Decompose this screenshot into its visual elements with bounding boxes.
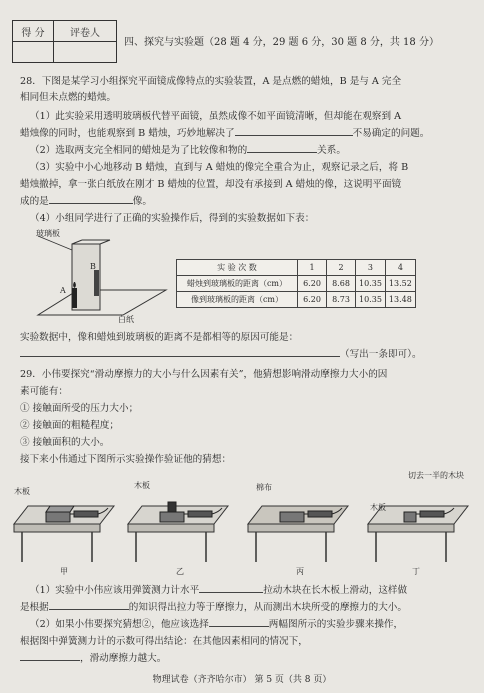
grader-label: 评卷人 [54, 21, 117, 42]
table-col: 3 [356, 260, 386, 276]
q29-p2b: 两幅图所示的实验步骤来操作， [268, 619, 404, 630]
figure-d-apparatus [368, 506, 468, 562]
fig-d-surface-label: 木板 [370, 503, 386, 512]
q28-conclusion [20, 348, 422, 362]
q29-p1a: （1）实验中小伟应该用弹簧测力计水平 [30, 585, 200, 596]
figure-b-apparatus [128, 502, 228, 562]
table-cell: 8.68 [327, 276, 356, 292]
fig-a-surface-label: 木板 [14, 487, 30, 496]
q29-p2a: （2）如果小伟要探究猜想②，他应该选择 [30, 619, 209, 630]
q28-p4: （4）小组同学进行了正确的实验操作后，得到的实验数据如下表： [30, 213, 315, 224]
q29-blank-1[interactable] [199, 592, 263, 593]
table-cell: 10.35 [356, 276, 386, 292]
q28-blank-2[interactable] [247, 152, 317, 153]
q29-guess-2: ② 接触面的粗糙程度； [20, 420, 119, 431]
q28-blank-1[interactable] [235, 135, 353, 136]
figure-c-apparatus [248, 506, 348, 562]
table-cell: 6.20 [298, 276, 327, 292]
candle-a-shape [72, 288, 77, 308]
q28-line1: 28．下图是某学习小组探究平面镜成像特点的实验装置，A 是点燃的蜡烛，B 是与 A 完全 [20, 76, 402, 87]
q28-p2a: （2）选取两支完全相同的蜡烛是为了比较像和物的 [30, 145, 248, 156]
q29-blank-2[interactable] [49, 609, 129, 610]
table-col: 4 [385, 260, 415, 276]
q29-p1b: 拉动木块在长木板上滑动，这样做 [263, 585, 408, 596]
table-col: 2 [327, 260, 356, 276]
q29-line2: 素可能有： [20, 386, 68, 397]
white-paper-label: 白纸 [118, 315, 134, 324]
q29-p1-cont [20, 601, 407, 615]
glass-plate-label: 玻璃板 [36, 229, 60, 238]
q28-p1b: 蜡烛像的同时，也能观察到 B 蜡烛，巧妙地解决了 [20, 128, 235, 139]
q28-p2 [30, 144, 346, 158]
data-table [176, 259, 416, 308]
q29-p2-end [20, 652, 166, 666]
score-box [12, 20, 117, 63]
mirror-setup-figure [28, 230, 168, 330]
q28-line2: 相同但未点燃的蜡烛。 [20, 92, 116, 103]
score-cell [13, 42, 54, 63]
table-cell: 10.35 [356, 292, 386, 308]
fig-d-label: 丁 [412, 567, 420, 576]
q28-blank-4[interactable] [20, 356, 340, 357]
q28-p3d: 像。 [132, 196, 152, 207]
q29-p2 [30, 618, 403, 632]
score-label: 得 分 [13, 21, 54, 42]
q29-p1c: 是根据 [20, 602, 49, 613]
page-footer: 物理试卷（齐齐哈尔市） 第 5 页（共 8 页） [152, 675, 332, 685]
fig-c-label: 丙 [296, 567, 304, 576]
q29-p1d: 的知识得出拉力等于摩擦力，从而测出木块所受的摩擦力的大小。 [128, 602, 407, 613]
q28-p1a: （1）此实验采用透明玻璃板代替平面镜，虽然成像不如平面镜清晰，但却能在观察到 A [30, 111, 402, 122]
q29-blank-4[interactable] [20, 660, 80, 661]
q29-p1 [30, 584, 407, 598]
section-title: 四、探究与实验题（28 题 4 分，29 题 6 分，30 题 8 分，共 18 分） [124, 37, 439, 48]
q29-p2c: 根据图中弹簧测力计的示数可得出结论：在其他因素相同的情况下， [20, 636, 308, 647]
q29-line1: 29．小伟要探究“滑动摩擦力的大小与什么因素有关”，他猜想影响滑动摩擦力大小的因 [20, 369, 388, 380]
fig-c-surface-label: 棉布 [256, 483, 272, 492]
q28-p1 [20, 127, 429, 141]
table-cell: 13.48 [385, 292, 415, 308]
q28-p2b: 关系。 [317, 145, 346, 156]
q28-conclusion-b: （写出一条即可）。 [340, 349, 422, 360]
fig-a-label: 甲 [60, 567, 68, 576]
figure-a-apparatus [14, 506, 114, 562]
fig-d-note-label: 切去一半的木块 [408, 471, 464, 480]
candle-b-shape [94, 270, 99, 296]
q28-p3a: （3）实验中小心地移动 B 蜡烛，直到与 A 蜡烛的像完全重合为止，观察记录之后，将 B [30, 162, 409, 173]
table-row [177, 276, 416, 292]
q29-line3: 接下来小伟通过下图所示实验操作验证他的猜想： [20, 454, 232, 465]
table-cell: 6.20 [298, 292, 327, 308]
q28-conclusion-a: 实验数据中，像和蜡烛到玻璃板的距离不是都相等的原因可能是： [20, 332, 299, 343]
table-cell: 8.73 [327, 292, 356, 308]
q28-p1c: 不易确定的问题。 [352, 128, 430, 139]
table-col: 1 [298, 260, 327, 276]
table-row [177, 292, 416, 308]
q28-blank-3[interactable] [49, 203, 133, 204]
q29-p2e: 滑动摩擦力越大。 [89, 653, 167, 664]
candle-a-label: A [60, 286, 66, 295]
table-cell: 13.52 [385, 276, 415, 292]
q29-blank-3[interactable] [209, 626, 269, 627]
q28-p3b: 蜡烛撤掉，拿一张白纸放在刚才 B 蜡烛的位置，却没有承接到 A 蜡烛的像，这说明平面镜 [20, 179, 402, 190]
grader-cell [54, 42, 117, 63]
fig-b-surface-label: 木板 [134, 481, 150, 490]
q29-guess-3: ③ 接触面积的大小。 [20, 437, 110, 448]
table-row [177, 260, 416, 276]
row-label: 像到玻璃板的距离（cm） [177, 292, 298, 308]
q28-p3 [20, 195, 152, 209]
table-header: 实 验 次 数 [177, 260, 298, 276]
fig-b-label: 乙 [176, 567, 184, 576]
row-label: 蜡烛到玻璃板的距离（cm） [177, 276, 298, 292]
q29-guess-1: ① 接触面所受的压力大小； [20, 403, 139, 414]
friction-figures [8, 476, 478, 576]
candle-b-label: B [90, 262, 96, 271]
q29-p2d: ， [80, 653, 90, 664]
white-paper-shape [38, 290, 166, 315]
q28-p3c: 成的是 [20, 196, 49, 207]
